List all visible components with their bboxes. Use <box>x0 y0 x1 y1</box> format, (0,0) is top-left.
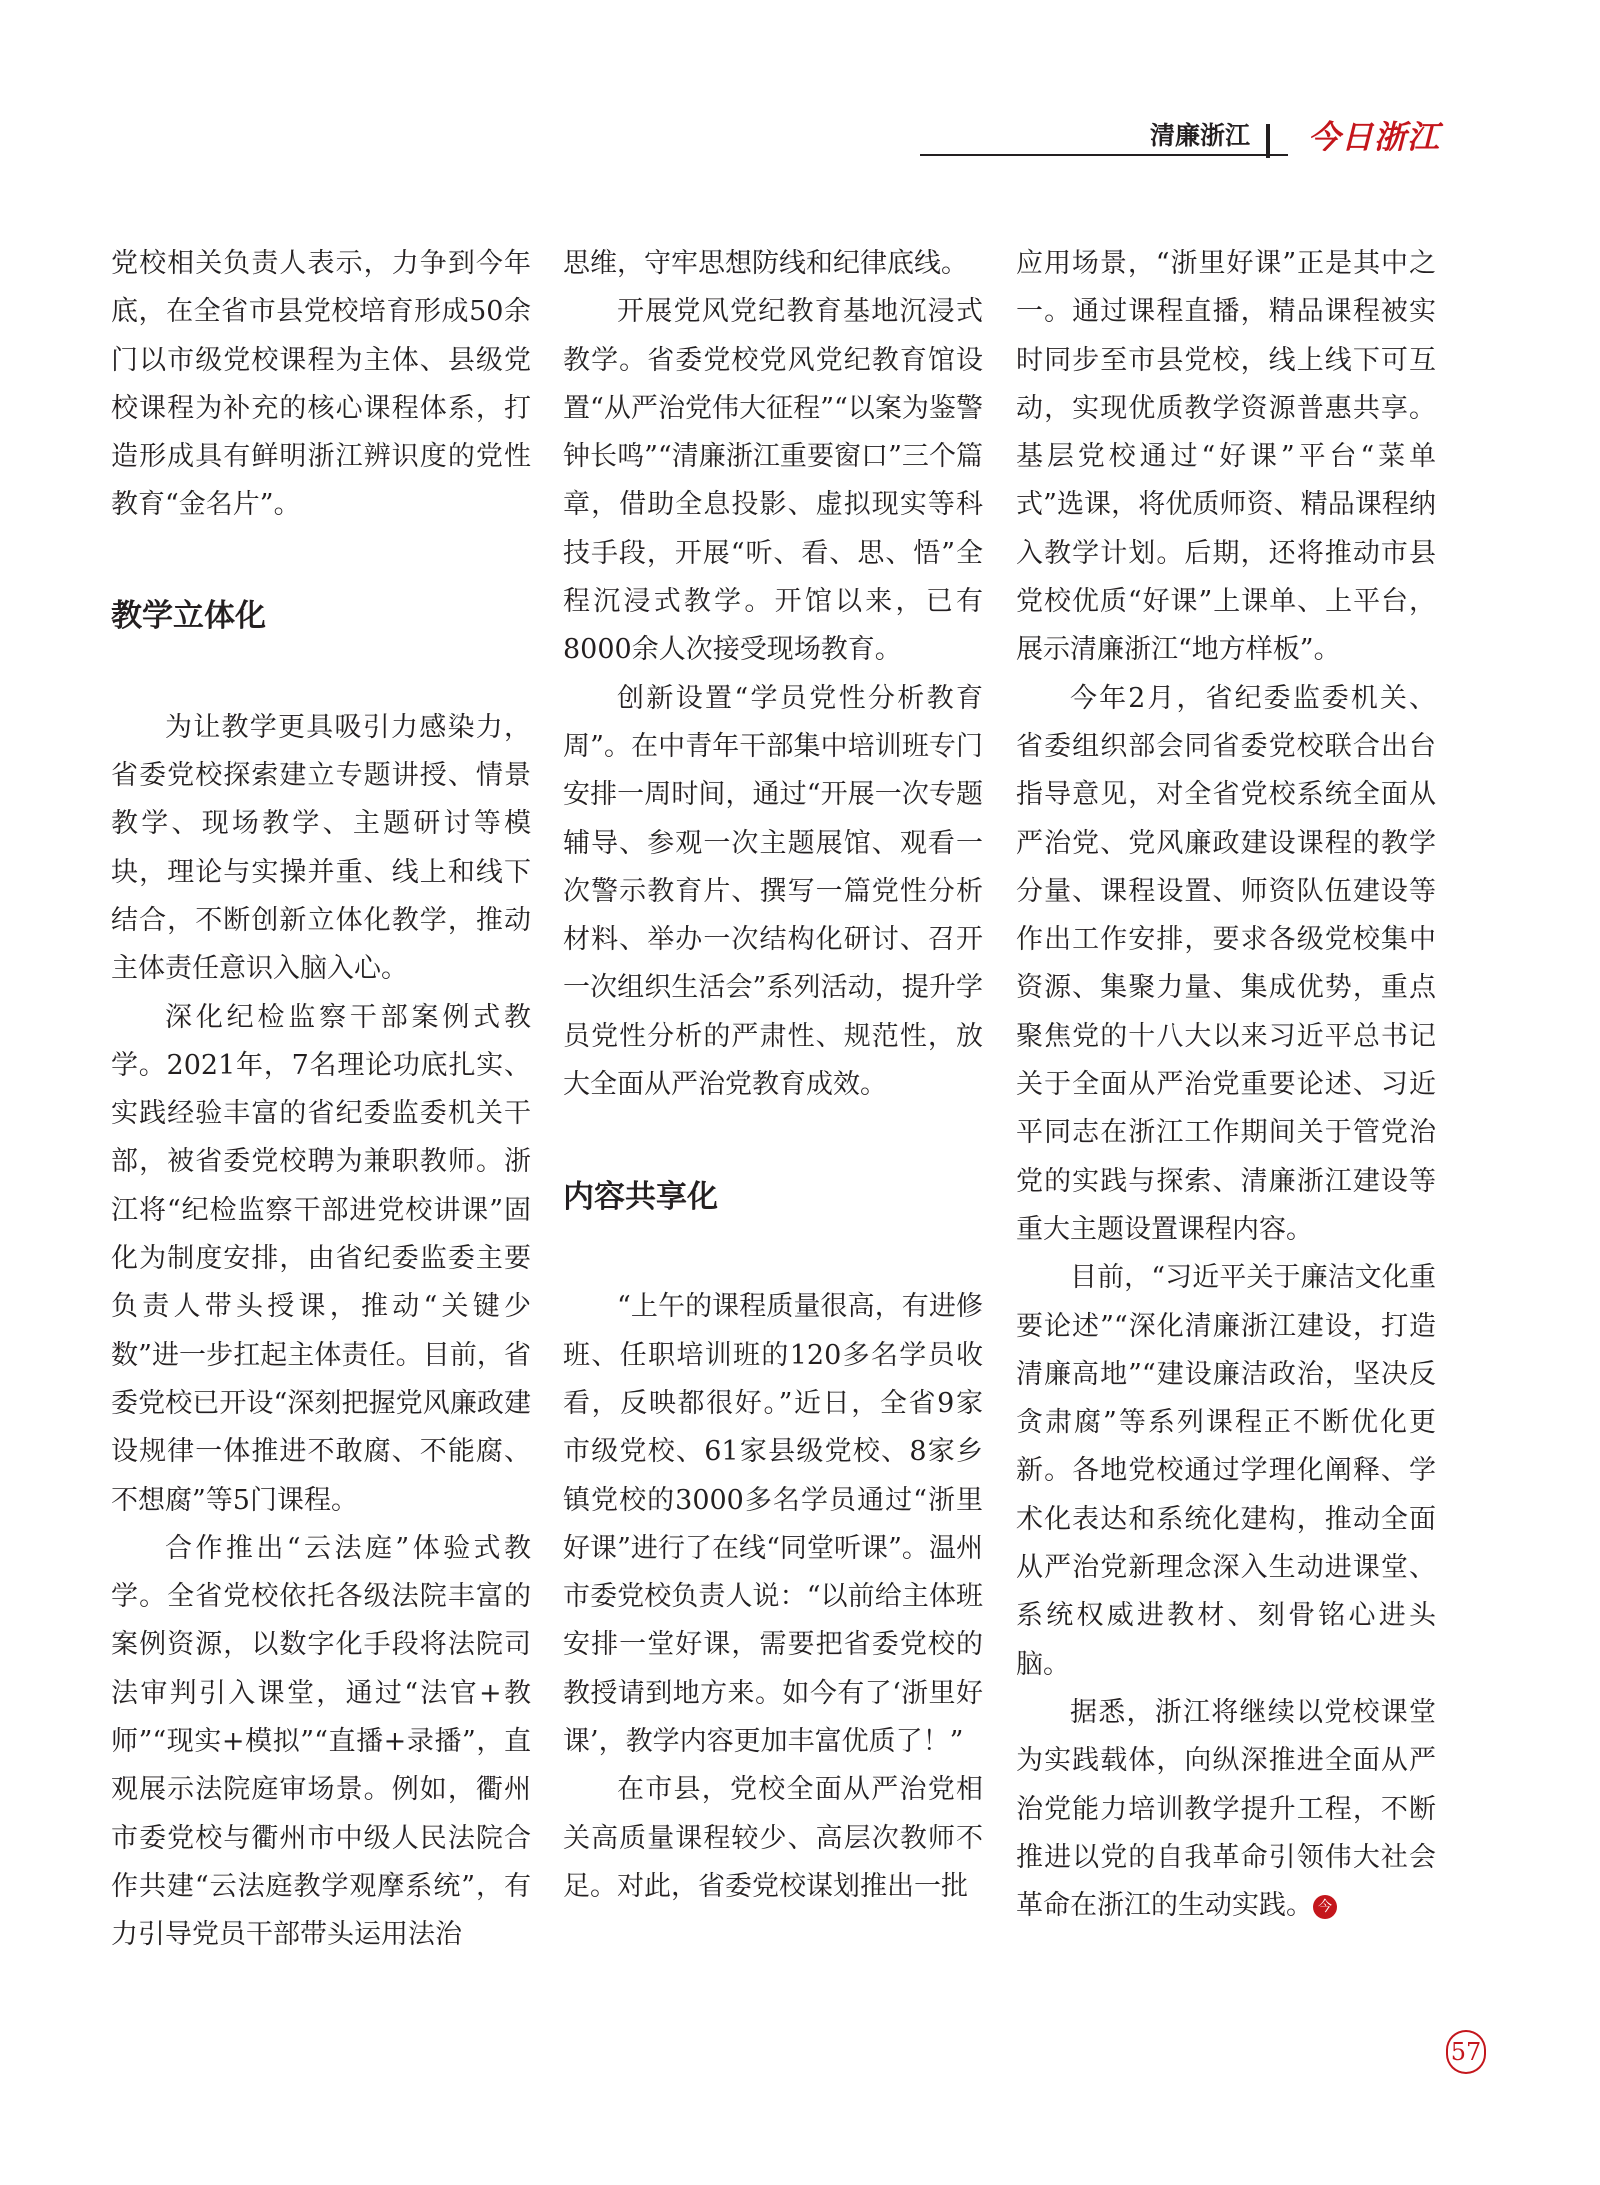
section-heading: 教学立体化 <box>111 597 266 634</box>
header-divider <box>1266 124 1270 158</box>
paragraph: 今年2月，省纪委监委机关、省委组织部会同省委党校联合出台指导意见，对全省党校系统全面从严治党、党风廉政建设课程的教学分量、课程设置、师资队伍建设等作出工作安排，要求各级党校集中资源、集聚力量、集成优势，重点聚焦党的十八大以来习近平总书记关于全面从严治党重要论述、习近平同志在浙江工作期间关于管党治党的实践与探索、清廉浙江建设等重大主题设置课程内容。 <box>1016 682 1436 1245</box>
header-rule <box>920 154 1288 156</box>
paragraph: 在市县，党校全面从严治党相关高质量课程较少、高层次教师不足。对此，省委党校谋划推出一批 <box>563 1774 983 1902</box>
article-end-icon: 今 <box>1313 1895 1337 1919</box>
paragraph: 创新设置“学员党性分析教育周”。在中青年干部集中培训班专门安排一周时间，通过“开展一次专题辅导、参观一次主题展馆、观看一次警示教育片、撰写一篇党性分析材料、举办一次结构化研讨、召开一次组织生活会”系列活动，提升学员党性分析的严肃性、规范性，放大全面从严治党教育成效。 <box>563 682 983 1101</box>
paragraph: 深化纪检监察干部案例式教学。2021年，7名理论功底扎实、实践经验丰富的省纪委监委机关干部，被省委党校聘为兼职教师。浙江将“纪检监察干部进党校讲课”固化为制度安排，由省纪委监委主要负责人带头授课，推动“关键少数”进一步扛起主体责任。目前，省委党校已开设“深刻把握党风廉政建设规律一体推进不敢腐、不能腐、不想腐”等5门课程。 <box>111 1001 531 1516</box>
paragraph-text: 据悉，浙江将继续以党校课堂为实践载体，向纵深推进全面从严治党能力培训教学提升工程，不断推进以党的自我革命引领伟大社会革命在浙江的生动实践。 <box>1016 1696 1436 1922</box>
paragraph: 党校相关负责人表示，力争到今年底，在全省市县党校培育形成50余门以市级党校课程为主体、县级党校课程为补充的核心课程体系，打造形成具有鲜明浙江辨识度的党性教育“金名片”。 <box>111 248 531 521</box>
magazine-logo: 今日浙江 <box>1307 118 1440 156</box>
paragraph: 目前，“习近平关于廉洁文化重要论述”“深化清廉浙江建设，打造清廉高地”“建设廉洁政治，坚决反贪肃腐”等系列课程正不断优化更新。各地党校通过学理化阐释、学术化表达和系统化建构，推动全面从严治党新理念深入生动进课堂、系统权威进教材、刻骨铭心进头脑。 <box>1016 1262 1436 1680</box>
page-header <box>920 118 1440 162</box>
paragraph: 为让教学更具吸引力感染力，省委党校探索建立专题讲授、情景教学、现场教学、主题研讨等模块，理论与实操并重、线上和线下结合，不断创新立体化教学，推动主体责任意识入脑入心。 <box>111 711 531 985</box>
header-section-title: 清廉浙江 <box>1140 116 1250 152</box>
paragraph: 合作推出“云法庭”体验式教学。全省党校依托各级法院丰富的案例资源，以数字化手段将法院司法审判引入课堂，通过“法官+教师”“现实+模拟”“直播+录播”，直观展示法院庭审场景。例如，衢州市委党校与衢州市中级人民法院合作共建“云法庭教学观摩系统”，有力引导党员干部带头运用法治 <box>111 1532 531 1951</box>
article-column-1 <box>111 240 531 1960</box>
paragraph: “上午的课程质量很高，有进修班、任职培训班的120多名学员收看，反映都很好。”近日，全省9家市级党校、61家县级党校、8家乡镇党校的3000多名学员通过“浙里好课”进行了在线“同堂听课”。温州市委党校负责人说：“以前给主体班安排一堂好课，需要把省委党校的教授请到地方来。如今有了‘浙里好课’，教学内容更加丰富优质了！” <box>563 1291 983 1758</box>
section-heading: 内容共享化 <box>563 1179 718 1216</box>
paragraph <box>1016 1689 1436 1930</box>
article-column-3 <box>1016 240 1436 1930</box>
paragraph: 开展党风党纪教育基地沉浸式教学。省委党校党风党纪教育馆设置“从严治党伟大征程”“以案为鉴警钟长鸣”“清廉浙江重要窗口”三个篇章，借助全息投影、虚拟现实等科技手段，开展“听、看、思、悟”全程沉浸式教学。开馆以来，已有8000余人次接受现场教育。 <box>563 296 983 666</box>
article-column-2 <box>563 240 983 1911</box>
paragraph: 思维，守牢思想防线和纪律底线。 <box>563 248 968 279</box>
paragraph: 应用场景，“浙里好课”正是其中之一。通过课程直播，精品课程被实时同步至市县党校，线上线下可互动，实现优质教学资源普惠共享。基层党校通过“好课”平台“菜单式”选课，将优质师资、精品课程纳入教学计划。后期，还将推动市县党校优质“好课”上课单、上平台，展示清廉浙江“地方样板”。 <box>1016 248 1436 666</box>
page-number: 57 <box>1446 2030 1486 2074</box>
